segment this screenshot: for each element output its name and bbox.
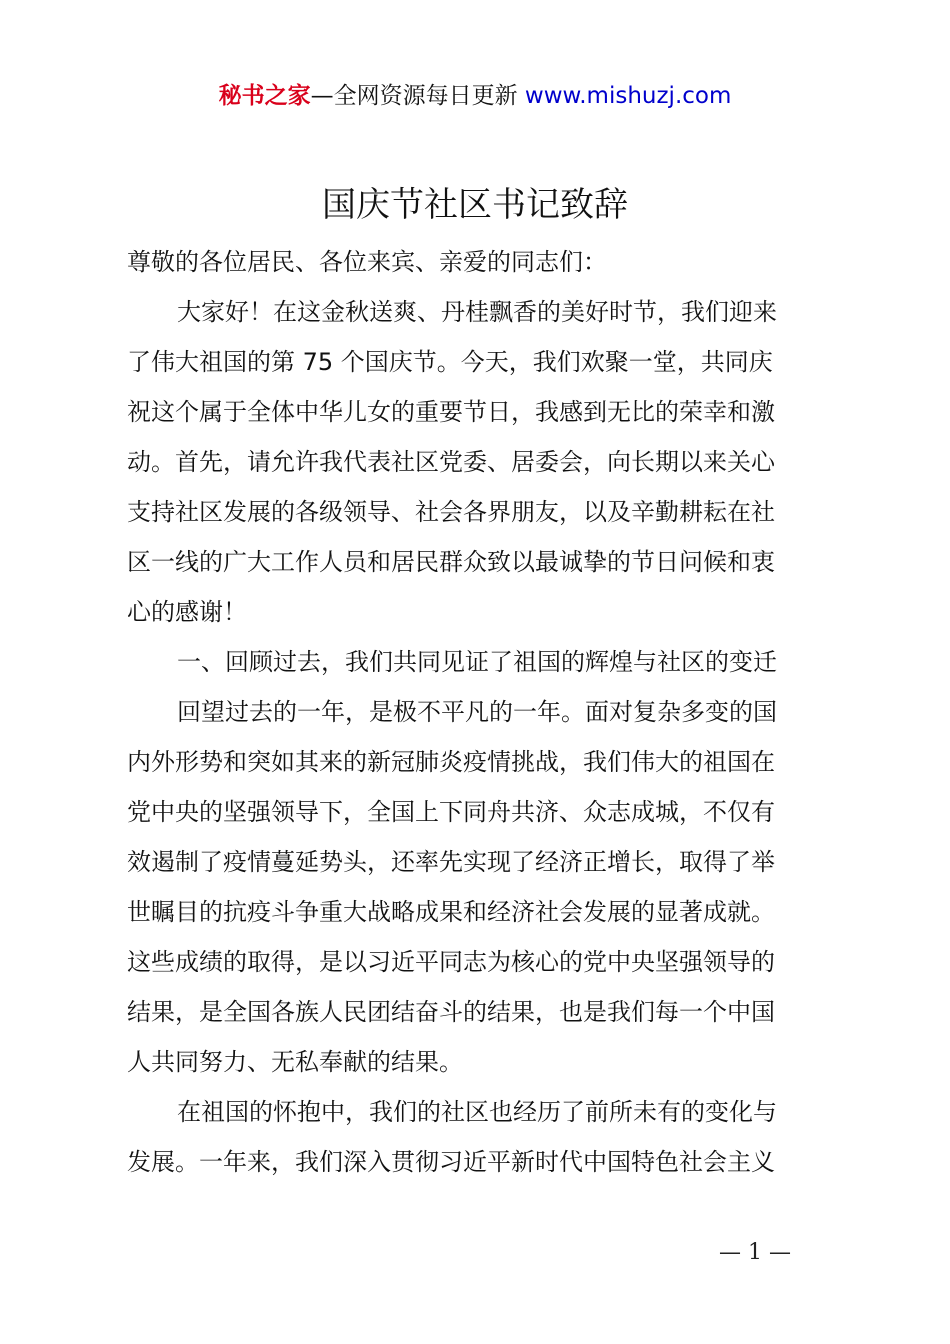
paragraph-line: 支持社区发展的各级领导、社会各界朋友，以及辛勤耕耘在社	[127, 498, 775, 526]
paragraph-line: 在祖国的怀抱中，我们的社区也经历了前所未有的变化与	[177, 1098, 777, 1126]
paragraph-line: 效遏制了疫情蔓延势头，还率先实现了经济正增长，取得了举	[127, 848, 775, 876]
paragraph-line: 祝这个属于全体中华儿女的重要节日，我感到无比的荣幸和激	[127, 398, 775, 426]
paragraph-line: 心的感谢！	[127, 598, 247, 626]
paragraph-line: 这些成绩的取得，是以习近平同志为核心的党中央坚强领导的	[127, 948, 775, 976]
paragraph-line: 回望过去的一年，是极不平凡的一年。面对复杂多变的国	[177, 698, 777, 726]
paragraph-line: 动。首先，请允许我代表社区党委、居委会，向长期以来关心	[127, 448, 775, 476]
salutation: 尊敬的各位居民、各位来宾、亲爱的同志们：	[127, 248, 607, 276]
document-body	[127, 237, 830, 1187]
section-heading: 一、回顾过去，我们共同见证了祖国的辉煌与社区的变迁	[177, 648, 777, 676]
paragraph-line: 区一线的广大工作人员和居民群众致以最诚挚的节日问候和衷	[127, 548, 775, 576]
page-number: — 1 —	[719, 1240, 791, 1265]
header-tagline: —全网资源每日更新	[310, 83, 518, 109]
paragraph-line: 大家好！在这金秋送爽、丹桂飘香的美好时节，我们迎来	[177, 298, 777, 326]
paragraph-line: 了伟大祖国的第 75 个国庆节。今天，我们欢聚一堂，共同庆	[127, 348, 773, 376]
paragraph-line: 发展。一年来，我们深入贯彻习近平新时代中国特色社会主义	[127, 1148, 775, 1176]
document-title: 国庆节社区书记致辞	[322, 185, 628, 225]
paragraph-line: 党中央的坚强领导下，全国上下同舟共济、众志成城，不仅有	[127, 798, 775, 826]
brand-name: 秘书之家	[218, 83, 311, 109]
paragraph-line: 结果，是全国各族人民团结奋斗的结果，也是我们每一个中国	[127, 998, 775, 1026]
website-link[interactable]: www.mishuzj.com	[524, 83, 732, 109]
paragraph-line: 内外形势和突如其来的新冠肺炎疫情挑战，我们伟大的祖国在	[127, 748, 775, 776]
page-header	[0, 78, 950, 114]
paragraph-line: 人共同努力、无私奉献的结果。	[127, 1048, 463, 1076]
paragraph-line: 世瞩目的抗疫斗争重大战略成果和经济社会发展的显著成就。	[127, 898, 775, 926]
